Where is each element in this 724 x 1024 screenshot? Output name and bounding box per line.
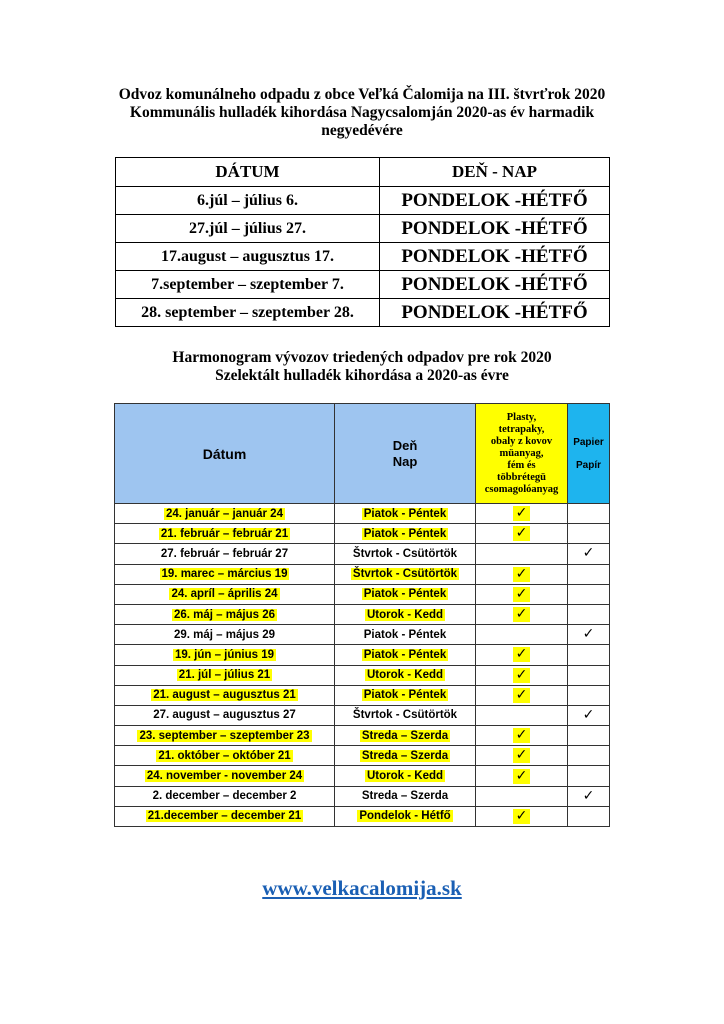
date-text: 21.december – december 21 [147, 810, 302, 823]
day-cell: PONDELOK -HÉTFŐ [380, 215, 610, 243]
date-text: 21. február – február 21 [160, 527, 289, 540]
paper-header-line-2: Papír [575, 459, 601, 471]
checkmark-icon: ✓ [513, 607, 531, 622]
day-text: Piatok - Péntek [363, 527, 447, 540]
date-text: 29. máj – május 29 [173, 628, 275, 641]
table-row [115, 806, 610, 826]
plastic-cell [476, 766, 568, 786]
table-header-row [115, 404, 610, 504]
checkmark-icon: ✓ [582, 545, 595, 562]
paper-cell [568, 685, 610, 705]
plastic-header-line: többrétegü [497, 471, 546, 483]
column-header-day-line-1: Deň [392, 437, 418, 453]
table-row [116, 271, 610, 299]
checkmark-icon: ✓ [513, 587, 531, 602]
date-text: 21. júl – július 21 [178, 669, 271, 682]
checkmark-icon: ✓ [513, 748, 531, 763]
plastic-cell [476, 726, 568, 746]
day-text: Pondelok - Hétfő [359, 810, 451, 823]
column-header-date [115, 404, 335, 504]
date-cell: 6.júl – július 6. [116, 187, 380, 215]
table-row [115, 544, 610, 564]
plastic-cell [476, 806, 568, 826]
date-cell [115, 685, 335, 705]
table-row [115, 645, 610, 665]
day-text: Piatok - Péntek [363, 588, 447, 601]
date-cell [115, 786, 335, 806]
day-cell [335, 806, 476, 826]
title-line-1: Odvoz komunálneho odpadu z obce Veľká Čalomija na III. štvrťrok 2020 [118, 86, 606, 103]
date-cell [115, 645, 335, 665]
day-cell [335, 705, 476, 725]
checkmark-icon: ✓ [513, 809, 531, 824]
checkmark-icon: ✓ [513, 728, 531, 743]
table-row [115, 604, 610, 624]
paper-cell [568, 564, 610, 584]
date-cell [115, 584, 335, 604]
table-row [115, 564, 610, 584]
communal-waste-table [115, 157, 610, 327]
checkmark-icon: ✓ [582, 626, 595, 643]
paper-cell [568, 726, 610, 746]
paper-cell [568, 584, 610, 604]
day-cell [335, 544, 476, 564]
paper-cell [568, 665, 610, 685]
day-text: Štvrtok - Csütörtök [352, 709, 458, 722]
subtitle-line-1: Harmonogram vývozov triedených odpadov pre rok 2020 [172, 349, 552, 366]
sorted-waste-table [114, 403, 610, 827]
paper-cell [568, 786, 610, 806]
day-cell [335, 604, 476, 624]
table-row [115, 766, 610, 786]
day-cell [335, 625, 476, 645]
day-cell [335, 504, 476, 524]
day-text: Utorok - Kedd [366, 669, 444, 682]
checkmark-icon: ✓ [513, 567, 531, 582]
paper-cell [568, 625, 610, 645]
paper-cell [568, 705, 610, 725]
paper-cell [568, 544, 610, 564]
table-row [115, 584, 610, 604]
day-text: Štvrtok - Csütörtök [352, 568, 458, 581]
plastic-cell [476, 625, 568, 645]
date-cell: 7.september – szeptember 7. [116, 271, 380, 299]
date-text: 27. august – augusztus 27 [153, 709, 296, 722]
table-row [115, 524, 610, 544]
day-text: Streda – Szerda [361, 729, 449, 742]
table-header-row [116, 158, 610, 187]
day-text: Piatok - Péntek [363, 507, 447, 520]
plastic-cell [476, 504, 568, 524]
day-cell [335, 746, 476, 766]
day-cell [335, 584, 476, 604]
table-row [115, 705, 610, 725]
date-cell [115, 746, 335, 766]
plastic-header-line: csomagolóanyag [484, 483, 559, 495]
plastic-header-line: tetrapaky, [498, 423, 545, 435]
date-cell [115, 806, 335, 826]
plastic-cell [476, 705, 568, 725]
date-cell [115, 705, 335, 725]
table-row [115, 665, 610, 685]
checkmark-icon: ✓ [513, 668, 531, 683]
plastic-header-line: obaly z kovov [490, 435, 553, 447]
checkmark-icon: ✓ [513, 647, 531, 662]
date-text: 21. august – augusztus 21 [153, 689, 296, 702]
day-cell [335, 524, 476, 544]
column-header-paper [568, 404, 610, 504]
date-text: 2. december – december 2 [152, 790, 297, 803]
paper-cell [568, 524, 610, 544]
date-text: 24. apríl – április 24 [171, 588, 278, 601]
checkmark-icon: ✓ [582, 787, 595, 804]
table-row [116, 243, 610, 271]
column-header-day [335, 404, 476, 504]
plastic-cell [476, 544, 568, 564]
day-text: Piatok - Péntek [363, 689, 447, 702]
date-text: 23. september – szeptember 23 [139, 729, 310, 742]
website-link[interactable]: www.velkacalomija.sk [262, 876, 462, 900]
paper-header-line-1: Papier [573, 436, 604, 448]
date-text: 24. november - november 24 [146, 770, 303, 783]
column-header-plastic [476, 404, 568, 504]
paper-cell [568, 746, 610, 766]
day-text: Streda – Szerda [361, 749, 449, 762]
day-cell: PONDELOK -HÉTFŐ [380, 187, 610, 215]
sorted-waste-title [40, 349, 684, 385]
date-text: 19. jún – június 19 [174, 648, 275, 661]
checkmark-icon: ✓ [513, 688, 531, 703]
table-row [116, 187, 610, 215]
plastic-cell [476, 604, 568, 624]
date-cell [115, 604, 335, 624]
date-cell [115, 665, 335, 685]
plastic-cell [476, 645, 568, 665]
column-header-day-line-2: Nap [392, 453, 418, 469]
day-cell [335, 685, 476, 705]
checkmark-icon: ✓ [513, 769, 531, 784]
date-text: 27. február – február 27 [160, 547, 289, 560]
plastic-header-line: fém és [507, 459, 536, 471]
paper-cell [568, 806, 610, 826]
date-cell [115, 625, 335, 645]
plastic-header-line: Plasty, [506, 411, 537, 423]
table-row [115, 726, 610, 746]
date-cell [115, 766, 335, 786]
date-cell: 27.júl – július 27. [116, 215, 380, 243]
date-cell: 17.august – augusztus 17. [116, 243, 380, 271]
title-line-2: Kommunális hulladék kihordása Nagycsalomján 2020-as év harmadik [129, 104, 595, 121]
plastic-cell [476, 786, 568, 806]
day-text: Štvrtok - Csütörtök [352, 547, 458, 560]
quarterly-title [40, 86, 684, 140]
checkmark-icon: ✓ [513, 526, 531, 541]
paper-cell [568, 645, 610, 665]
date-cell [115, 726, 335, 746]
day-cell [335, 726, 476, 746]
date-cell [115, 544, 335, 564]
paper-cell [568, 604, 610, 624]
column-header-day: DEŇ - NAP [380, 158, 610, 187]
day-cell: PONDELOK -HÉTFŐ [380, 299, 610, 327]
day-text: Utorok - Kedd [366, 770, 444, 783]
date-text: 24. január – január 24 [166, 507, 283, 520]
column-header-date-label: Dátum [202, 445, 247, 462]
checkmark-icon: ✓ [513, 506, 531, 521]
day-cell [335, 665, 476, 685]
date-cell [115, 524, 335, 544]
day-cell [335, 645, 476, 665]
day-cell: PONDELOK -HÉTFŐ [380, 243, 610, 271]
day-cell [335, 786, 476, 806]
plastic-cell [476, 685, 568, 705]
day-text: Streda – Szerda [361, 790, 449, 803]
table-row [115, 504, 610, 524]
subtitle-line-2: Szelektált hulladék kihordása a 2020-as évre [215, 367, 509, 384]
paper-cell [568, 766, 610, 786]
table-row [115, 786, 610, 806]
plastic-cell [476, 564, 568, 584]
date-cell [115, 564, 335, 584]
plastic-cell [476, 746, 568, 766]
date-text: 26. máj – május 26 [173, 608, 275, 621]
paper-cell [568, 504, 610, 524]
day-cell [335, 766, 476, 786]
day-text: Piatok - Péntek [363, 628, 447, 641]
date-text: 19. marec – március 19 [161, 568, 288, 581]
plastic-header-line: müanyag, [499, 447, 544, 459]
day-text: Utorok - Kedd [366, 608, 444, 621]
plastic-cell [476, 524, 568, 544]
table-row [116, 215, 610, 243]
plastic-cell [476, 665, 568, 685]
date-cell: 28. september – szeptember 28. [116, 299, 380, 327]
plastic-cell [476, 584, 568, 604]
table-row [116, 299, 610, 327]
column-header-date: DÁTUM [116, 158, 380, 187]
table-row [115, 685, 610, 705]
checkmark-icon: ✓ [582, 706, 595, 723]
date-cell [115, 504, 335, 524]
table-row [115, 746, 610, 766]
day-cell [335, 564, 476, 584]
day-text: Piatok - Péntek [363, 648, 447, 661]
day-cell: PONDELOK -HÉTFŐ [380, 271, 610, 299]
date-text: 21. október – október 21 [158, 749, 291, 762]
table-row [115, 625, 610, 645]
title-line-3: negyedévére [321, 122, 403, 139]
